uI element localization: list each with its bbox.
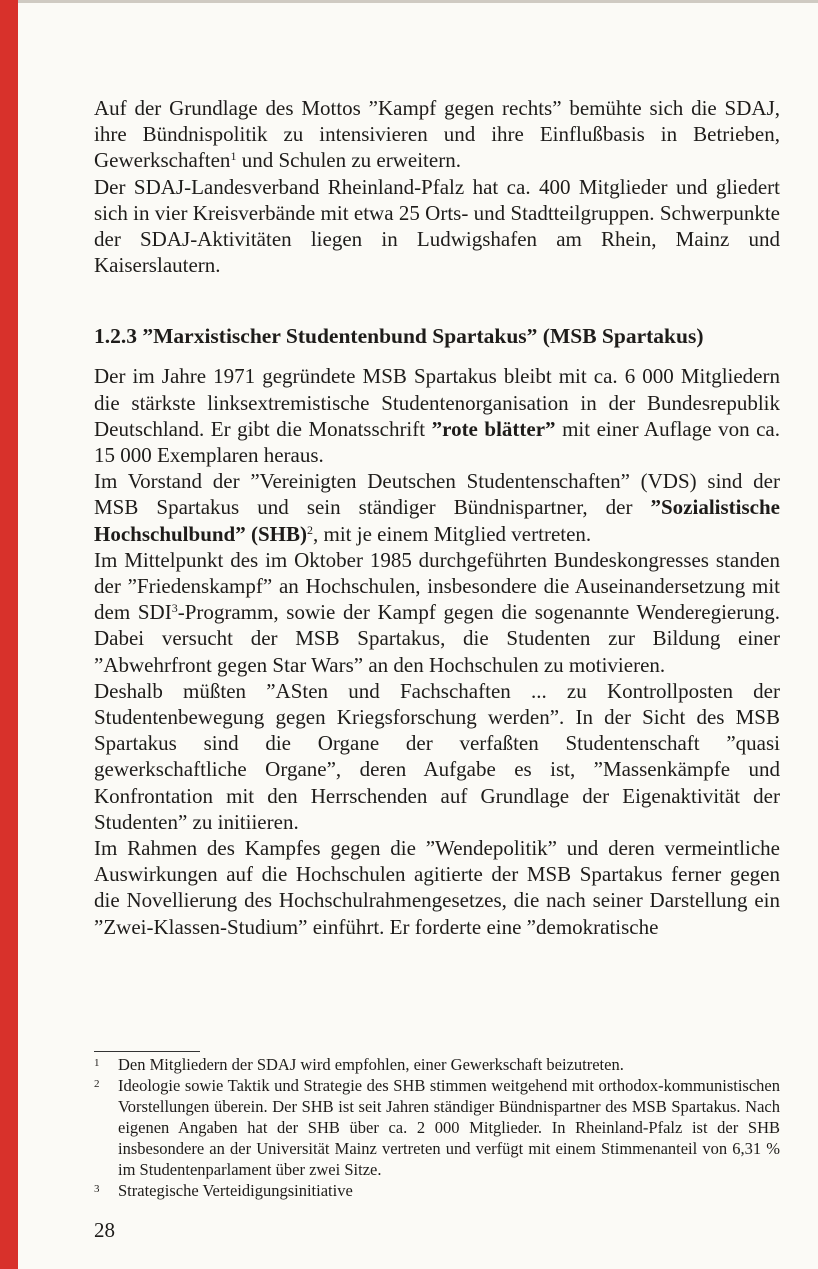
footnote-number: 2 <box>94 1078 100 1090</box>
footnote-ref-1: 1 <box>230 149 237 164</box>
footnote-3 <box>94 1180 780 1201</box>
footnote-text: Strategische Verteidigungsinitiative <box>118 1181 353 1200</box>
red-edge-bar <box>0 0 18 1269</box>
footnote-number: 1 <box>94 1057 100 1069</box>
footnote-ref-3: 3 <box>171 601 178 616</box>
paragraph-vds-vorstand <box>94 468 780 547</box>
paragraph-text: Im Vorstand der ”Vereinigten Deutschen Studentenschaften” (VDS) sind der MSB Spartakus und sein ständiger Bündnispartner, der <box>94 469 780 520</box>
footnote-text: Ideologie sowie Taktik und Strategie des SHB stimmen weitgehend mit orthodox-kommunistischen Vorstellungen überein. Der SHB ist seit Jahren ständiger Bündnispartner des MSB Spartakus. Nach eigenen Angaben hat der SHB über ca. 2 000 Mitglieder. In Rheinland-Pfalz ist der SHB insbesondere an der Universität Mainz vertreten und verfügt mit einem Stimmenanteil von 6,31 % im Studentenparlament über zwei Sitze. <box>118 1076 780 1179</box>
paragraph-text: -Programm, sowie der Kampf gegen die sogenannte Wenderegierung. Dabei versucht der MSB Spartakus, die Studenten zur Bildung einer ”Abwehrfront gegen Star Wars” an den Hochschulen zu motivieren. <box>94 600 780 677</box>
footnotes <box>94 1054 780 1201</box>
footnote-1 <box>94 1054 780 1075</box>
footnote-separator <box>94 1051 200 1052</box>
paragraph-text: Der im Jahre 1971 gegründete MSB Spartakus bleibt mit ca. 6 000 Mitgliedern die stärkste linksextremistische Studentenorganisation in der Bundesrepublik Deutschland. Er gibt die Monatsschrift <box>94 364 780 441</box>
publication-title: ”rote blätter” <box>431 416 556 441</box>
section-heading-msb-spartakus: 1.2.3 ”Marxistischer Studentenbund Spartakus” (MSB Spartakus) <box>94 324 704 349</box>
page-body <box>94 95 780 940</box>
paragraph-sdaj-motto <box>94 95 780 174</box>
paragraph-text: Auf der Grundlage des Mottos ”Kampf gegen rechts” bemühte sich die SDAJ, ihre Bündnispolitik zu intensivieren und ihre Einflußbasis in Betrieben, Gewerkschaften <box>94 96 780 173</box>
paragraph-asten-fachschaften: Deshalb müßten ”ASten und Fachschaften ... zu Kontrollposten der Studentenbewegung gegen Kriegsforschung werden”. In der Sicht des MSB Spartakus sind die Organe der verfaßten Studentenschaft ”quasi gewerkschaftliche Organe”, deren Aufgabe es ist, ”Massenkämpfe und Konfrontation mit den Herrschenden auf Grundlage der Eigenaktivität der Studenten” zu initiieren. <box>94 678 780 834</box>
paragraph-text: und Schulen zu erweitern. <box>236 148 461 173</box>
footnote-2 <box>94 1075 780 1180</box>
paragraph-wendepolitik: Im Rahmen des Kampfes gegen die ”Wendepolitik” und deren vermeintliche Auswirkungen auf die Hochschulen agitierte der MSB Spartakus ferner gegen die Novellierung des Hochschulrahmengesetzes, die nach seiner Darstellung ein ”Zwei-Klassen-Studium” einführt. Er forderte eine ”demokratische <box>94 836 780 939</box>
paragraph-text: Im Mittelpunkt des im Oktober 1985 durchgeführten Bundeskongresses standen der ”Friedenskampf” an Hochschulen, insbesondere die Auseinandersetzung mit dem SDI <box>94 547 780 625</box>
paragraph-text: , mit je einem Mitglied vertreten. <box>313 521 592 546</box>
page-top-border <box>18 0 818 3</box>
organization-name: ”Sozialistische Hochschulbund” (SHB) <box>94 495 780 546</box>
footnote-text: Den Mitgliedern der SDAJ wird empfohlen, einer Gewerkschaft beizutreten. <box>118 1055 624 1074</box>
paragraph-text: mit einer Auflage von ca. 15 000 Exemplaren heraus. <box>94 416 780 468</box>
paragraph-sdaj-landesverband: Der SDAJ-Landesverband Rheinland-Pfalz hat ca. 400 Mitglieder und gliedert sich in vier Kreisverbände mit etwa 25 Orts- und Stadtteilgruppen. Schwerpunkte der SDAJ-Aktivitäten liegen in Ludwigshafen am Rhein, Mainz und Kaiserslautern. <box>94 174 780 278</box>
paragraph-bundeskongress <box>94 547 780 678</box>
paragraph-msb-founding <box>94 363 780 468</box>
footnote-number: 3 <box>94 1183 100 1195</box>
footnote-ref-2: 2 <box>307 522 313 537</box>
page-number: 28 <box>94 1218 115 1242</box>
